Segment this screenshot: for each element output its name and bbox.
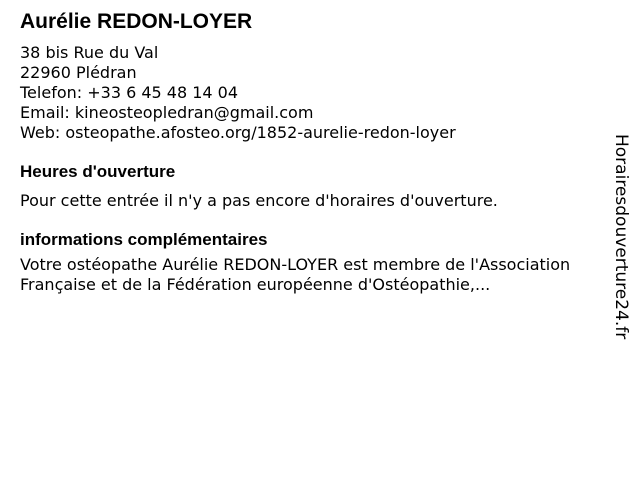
contact-block	[20, 43, 590, 143]
opening-hours-text: Pour cette entrée il n'y a pas encore d'horaires d'ouverture.	[20, 191, 498, 210]
business-card	[20, 9, 590, 295]
website: Web: osteopathe.afosteo.org/1852-aurelie-redon-loyer	[20, 123, 456, 142]
business-name: Aurélie REDON-LOYER	[20, 10, 253, 33]
phone-number: Telefon: +33 6 45 48 14 04	[20, 83, 239, 102]
street-address: 38 bis Rue du Val	[20, 43, 159, 62]
opening-hours-heading: Heures d'ouverture	[20, 162, 176, 181]
additional-info-text: Votre ostéopathe Aurélie REDON-LOYER est membre de l'Association Française et de la Fédération européenne d'Ostéopathie,...	[20, 255, 571, 294]
site-watermark: Horairesdouverture24.fr	[611, 134, 631, 340]
email-address: Email: kineosteopledran@gmail.com	[20, 103, 314, 122]
additional-info-heading: informations complémentaires	[20, 230, 268, 249]
postal-city: 22960 Plédran	[20, 63, 137, 82]
